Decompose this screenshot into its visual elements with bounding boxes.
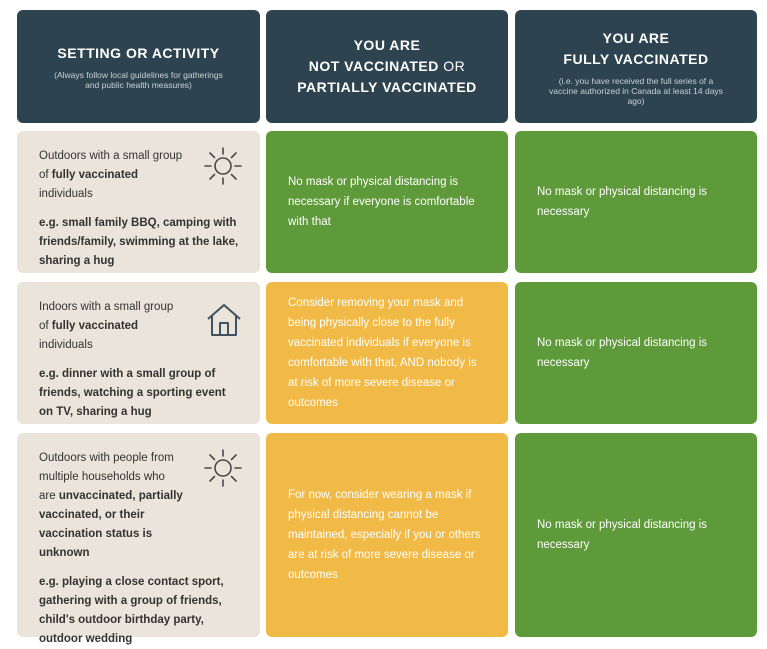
row-1-setting	[17, 131, 260, 273]
row-3-setting-description: Outdoors with people from multiple households who are unvaccinated, partially vaccinated, or their vaccination status is unknown	[39, 452, 183, 559]
row-3-not-vaccinated: For now, consider wearing a mask if physical distancing cannot be maintained, especially if you or others are at risk of more severe disease or outcomes	[266, 433, 508, 637]
row-1-setting-description: Outdoors with a small group of fully vaccinated individuals	[39, 150, 183, 200]
header-setting	[17, 10, 260, 123]
row-2-fully-vaccinated: No mask or physical distancing is necessary	[515, 282, 757, 424]
row-1-not-vaccinated: No mask or physical distancing is necessary if everyone is comfortable with that	[266, 131, 508, 273]
header-not-vaccinated-title: YOU ARE NOT VACCINATED OR PARTIALLY VACCINATED	[297, 37, 477, 95]
row-2-setting-description: Indoors with a small group of fully vaccinated individuals	[39, 301, 174, 351]
row-2-setting-example: e.g. dinner with a small group of friends, watching a sporting event on TV, sharing a hug	[39, 368, 226, 418]
row-1-fully-vaccinated: No mask or physical distancing is necessary	[515, 131, 757, 273]
sun-icon	[202, 447, 244, 489]
header-fully-vaccinated	[515, 10, 757, 123]
row-3-setting	[17, 433, 260, 645]
row-2-setting	[17, 282, 260, 424]
header-not-vaccinated	[266, 10, 508, 123]
row-3-fully-vaccinated: No mask or physical distancing is necessary	[515, 433, 757, 637]
house-icon	[204, 300, 244, 340]
row-3-setting-example: e.g. playing a close contact sport, gathering with a group of friends, child's outdoor birthday party, outdoor wedding	[39, 576, 224, 645]
sun-icon	[202, 145, 244, 187]
header-fully-vaccinated-subtitle: (i.e. you have received the full series of a vaccine authorized in Canada at least 14 days ago)	[549, 75, 723, 106]
header-fully-vaccinated-title: YOU ARE FULLY VACCINATED	[563, 29, 709, 67]
row-1-setting-example: e.g. small family BBQ, camping with friends/family, swimming at the lake, sharing a hug	[39, 217, 239, 267]
header-setting-title: SETTING OR ACTIVITY	[57, 45, 220, 61]
row-2-not-vaccinated: Consider removing your mask and being physically close to the fully vaccinated individuals if everyone is comfortable with that, AND nobody is at risk of more severe disease or outcomes	[266, 282, 508, 424]
header-setting-subtitle: (Always follow local guidelines for gatherings and public health measures)	[54, 70, 223, 90]
